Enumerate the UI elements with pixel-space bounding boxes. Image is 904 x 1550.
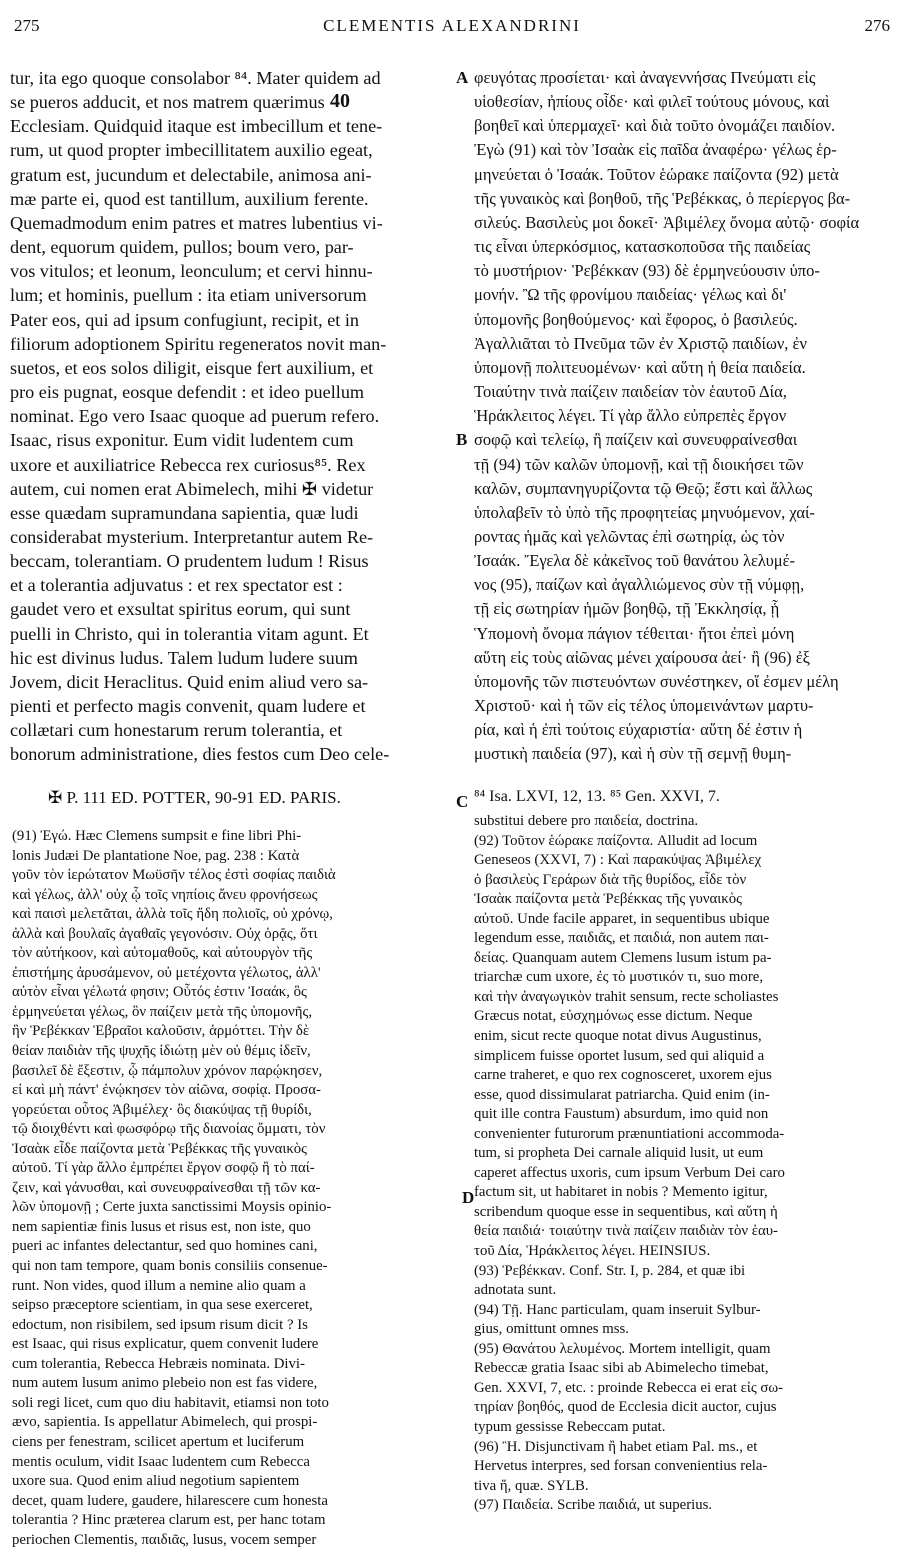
greek-text-line: ὑπομονῆς τῶν πιστευόντων συνέστηκεν, οἵ ἐσμεν μέλη: [474, 671, 839, 691]
latin-text-line: dent, equorum quidem, pullos; boum vero, par-: [10, 237, 354, 258]
note-line: lonis Judæi De plantatione Noe, pag. 238 : Κατὰ: [12, 847, 300, 864]
latin-text-line: puelli in Christo, qui in tolerantia vitam agunt. Et: [10, 623, 369, 644]
left-page-number: 275: [14, 16, 40, 35]
latin-text-line: suetos, et eos solos diligit, eisque fert auxilium, et: [10, 357, 374, 378]
note-line: ὁ βασιλεὺς Γεράρων διὰ τῆς θυρίδος, εἶδε τὸν: [474, 871, 747, 888]
note-line: αὐτὸν εἶναι γέλωτά φησιν; Οὗτός ἐστιν Ἰσαάκ, ὃς: [12, 984, 307, 1001]
note-line: ἣν Ῥεβέκκαν Ἑβραῖοι καλοῦσιν, ἁρμόττει. Τὴν δὲ: [12, 1023, 310, 1040]
greek-text-line: ὑπομονῇ πολιτευομένων· καὶ αὕτη ἡ θεία παιδεία.: [474, 357, 806, 377]
latin-text-line: vos vitulos; et leonum, leonculum; et cervi hinnu-: [10, 261, 373, 282]
greek-text-line: αὕτη εἰς τοὺς αἰῶνας μένει χαίρουσα ἀεί· ἢ (96) ἐξ: [474, 647, 811, 667]
column-number-marker: 40: [330, 90, 350, 112]
margin-letter-a: A: [456, 68, 469, 87]
latin-text-line: collætari cum honestarum rerum tolerantia, et: [10, 720, 343, 741]
greek-text-line: Ἀγαλλιᾶται τὸ Πνεῦμα τῶν ἐν Χριστῷ παιδίων, ἐν: [474, 333, 807, 353]
note-line: tum, si propheta Dei carnale aliquid lusit, ut eum: [474, 1145, 764, 1162]
note-line: θεία παιδιά· τοιαύτην τινὰ παίζειν παιδιὰν τὸν ἑαυ-: [474, 1223, 778, 1240]
latin-text-line: Isaac, risus exponitur. Eum vidit ludentem cum: [10, 430, 354, 451]
note-line: carne traheret, e quo rex cognosceret, uxorem ejus: [474, 1067, 772, 1084]
note-line: cum tolerantia, Rebecca Hebræis nominata. Divi-: [12, 1355, 305, 1372]
note-line: καὶ παισὶ μελετᾶται, ἀλλὰ τοῖς ἤδη πολιοῖς, οὐ χρόνῳ,: [12, 906, 333, 923]
greek-text-line: βοηθεῖ καὶ ὑπερμαχεῖ· καὶ διὰ τοῦτο ὀνομάζει παιδίον.: [474, 116, 836, 136]
note-line: θείαν παιδιὰν τῆς ψυχῆς ἰδιώτῃ μὲν οὐ θέμις ἰδεῖν,: [12, 1043, 311, 1060]
note-line: periochen Clementis, παιδιᾶς, lusus, vocem semper: [12, 1531, 317, 1548]
note-line: decet, quam ludere, gaudere, hilarescere cum honesta: [12, 1492, 328, 1509]
latin-text-line: gaudet vero et exsultat spiritus eorum, qui sunt: [10, 599, 351, 620]
note-line: αὐτοῦ. Unde facile apparet, in sequentibus ubique: [474, 910, 770, 927]
note-line: pueri ac infantes delectantur, sed quo homines cani,: [12, 1238, 318, 1255]
note-line: (95) Θανάτου λελυμένος. Mortem intelligit, quam: [474, 1340, 771, 1357]
greek-text-line: ρία, καὶ ἡ ἐπὶ τούτοις εὐχαριστία· αὕτη δέ ἐστιν ἡ: [474, 720, 803, 740]
greek-text-line: ὑπομονῆς βοηθούμενος· καὶ ἔφορος, ὁ βασιλεύς.: [474, 309, 798, 329]
latin-text-line: Jovem, dicit Heraclitus. Quid enim aliud vero sa-: [10, 671, 369, 692]
note-line: est Isaac, qui risus explicatur, quem convenit ludere: [12, 1336, 319, 1353]
note-line: (92) Τοῦτον ἑώρακε παίζοντα. Alludit ad locum: [474, 832, 758, 849]
note-line: Hervetus interpres, sed forsan convenientius rela-: [474, 1458, 768, 1475]
note-line: tolerantia ? Hinc præterea clarum est, per hanc totam: [12, 1512, 326, 1529]
note-line: εἰ καὶ μὴ πάντ' ἐνῴκησεν τὸν αἰῶνα, σοφίᾳ. Προσα-: [12, 1082, 321, 1099]
note-line: αὐτοῦ. Τί γὰρ ἄλλο ἐμπρέπει ἔργον σοφῷ ἢ τὸ παί-: [12, 1160, 315, 1177]
greek-text-line: τὸ μυστήριον· Ῥεβέκκαν (93) δὲ ἑρμηνεύουσιν ὑπο-: [474, 261, 820, 281]
note-line: convenienter futurorum prænuntiationi accommoda-: [474, 1125, 785, 1142]
note-line: (97) Παιδεία. Scribe παιδιά, ut superius.: [474, 1497, 713, 1514]
greek-text-line: τῇ εἰς σωτηρίαν ἡμῶν βοηθῷ, τῇ Ἐκκλησίᾳ, ᾗ: [474, 599, 780, 619]
greek-text-line: Τοιαύτην τινὰ παίζειν παιδείαν τὸν ἑαυτοῦ Δία,: [474, 382, 787, 402]
latin-text-line: pienti et perfecto magis convenit, quam ludere et: [10, 696, 366, 717]
note-line: ævo, sapientia. Is appellatur Abimelech, qui prospi-: [12, 1414, 318, 1431]
latin-text-column: [10, 66, 450, 767]
latin-text-line: se pueros adducit, et nos matrem quærimus: [10, 92, 325, 113]
note-line: legendum esse, παιδιᾶς, et παιδιά, non autem παι-: [474, 930, 769, 947]
note-line: quit ille contra Faustum) absurdum, imo quid non: [474, 1106, 769, 1123]
note-line: γοῦν τὸν ἱερώτατον Μωϋσῆν τέλος ἐστὶ σοφίας παιδιὰ: [12, 867, 336, 884]
margin-letter-b: B: [456, 430, 468, 449]
latin-text-line: gratum est, jucundum et delectabile, animosa ani-: [10, 164, 372, 185]
greek-text-line: τῇ (94) τῶν καλῶν ὑπομονῇ, καὶ τῇ διοικήσει τῶν: [474, 454, 804, 474]
greek-text-line: καλῶν, συμπανηγυρίζοντα τῷ Θεῷ; ἔστι καὶ ἄλλως: [474, 478, 813, 498]
note-line: (93) Ῥεβέκκαν. Conf. Str. I, p. 284, et quæ ibi: [474, 1262, 746, 1279]
note-line: ciens per fenestram, scilicet apertum et luciferum: [12, 1433, 305, 1450]
note-line: ἑρμηνεύεται γέλως, ὃν παίζειν μετὰ τῆς ὑπομονῆς,: [12, 1003, 313, 1020]
note-line: (91) Ἐγώ. Hæc Clemens sumpsit e fine libri Phi-: [12, 828, 302, 844]
latin-text-line: considerabat mysterium. Interpretantur autem Re-: [10, 526, 374, 547]
latin-text-line: autem, cui nomen erat Abimelech, mihi ✠ videtur: [10, 478, 374, 499]
margin-letter-c: C: [456, 792, 469, 811]
note-line: τηρίαν βοηθός, quod de Ecclesia dicit auctor, cujus: [474, 1399, 777, 1416]
note-line: edoctum, non risibilem, sed ipsum risum dicit ? Is: [12, 1316, 308, 1333]
greek-text-line: Ἡράκλειτος λέγει. Τί γὰρ ἄλλο εὐπρεπὲς ἔργον: [474, 406, 787, 426]
greek-text-line: ὑπολαβεῖν τὸ ὑπὸ τῆς προφητείας μηνυόμενον, χαί-: [474, 502, 815, 522]
notes-left-column: [12, 827, 458, 1550]
note-line: substitui debere pro παιδεία, doctrina.: [474, 813, 699, 829]
latin-text-line: et a tolerantia adjuvatus : et rex spectator est :: [10, 575, 343, 596]
note-line: soli regi licet, cum quo diu habitavit, etiamsi non toto: [12, 1394, 329, 1411]
greek-text-line: σιλεύς. Βασιλεὺς μοι δοκεῖ· Ἀβιμέλεχ ὄνομα αὐτῷ· σοφία: [474, 212, 860, 232]
greek-text-line: υἱοθεσίαν, ἠπίους οἶδε· καὶ φιλεῖ τούτους μόνους, καὶ: [474, 92, 830, 112]
greek-text-line: ροντας ἡμᾶς καὶ γελῶντας ἐπὶ σωτηρίᾳ, ὡς τὸν: [474, 526, 785, 546]
note-line: runt. Non vides, quod illum a nemine alio quam a: [12, 1277, 306, 1294]
greek-text-line: Χριστοῦ· καὶ ἡ τῶν εἰς τέλος ὑπομεινάντων μαρτυ-: [474, 696, 814, 716]
note-line: uxore sua. Quod enim aliud negotium sapientem: [12, 1473, 300, 1490]
latin-text-line: Ecclesiam. Quidquid itaque est imbecillum et tene-: [10, 116, 383, 137]
note-line: gius, omittunt omnes mss.: [474, 1321, 629, 1338]
greek-text-line: φευγότας προσίεται· καὶ ἀναγεννήσας Πνεύματι εἰς: [474, 68, 816, 87]
note-line: Gen. XXVI, 7, etc. : proinde Rebecca ei erat εἰς σω-: [474, 1379, 784, 1396]
note-line: γορεύεται οὗτος Ἀβιμέλεχ· ὃς διακύψας τῇ θυρίδι,: [12, 1101, 312, 1118]
greek-text-line: Ἰσαάκ. Ἔγελα δὲ κἀκεῖνος τοῦ θανάτου λελυμέ-: [474, 551, 796, 571]
right-page-number: 276: [864, 16, 890, 35]
greek-text-line: νος (95), παίζων καὶ ἀγαλλιώμενος σὺν τῇ νύμφῃ,: [474, 575, 805, 595]
note-line: Ἰσαὰκ εἶδε παίζοντα μετὰ Ῥεβέκκας τῆς γυναικὸς: [12, 1140, 308, 1157]
note-line: tiva ἥ, quæ. SYLB.: [474, 1477, 589, 1494]
notes-right-column: [474, 812, 894, 1516]
note-line: factum sit, ut habitaret in nobis ? Memento igitur,: [474, 1184, 768, 1201]
latin-text-line: bonorum administratione, dies festos cum Deo cele-: [10, 744, 390, 765]
note-line: seipso præceptore scientiam, in qua sese exerceret,: [12, 1297, 313, 1314]
note-line: simplicem fuisse oportet lusum, sed qui aliquid a: [474, 1047, 765, 1064]
note-line: (96) Ἢ. Disjunctivam ἢ habet etiam Pal. ms., et: [474, 1438, 758, 1455]
greek-text-line: τις εἶναι ὑπερκόσμιος, κατασκοποῦσα τῆς παιδείας: [474, 237, 811, 257]
latin-text-line: Quemadmodum enim patres et matres lubentius vi-: [10, 212, 383, 233]
note-line: caperet affectus uxoris, cum ipsum Verbum Dei caro: [474, 1164, 785, 1181]
note-line: Ἰσαὰκ παίζοντα μετὰ Ῥεβέκκας τῆς γυναικὸς: [474, 891, 742, 908]
running-header: [14, 16, 890, 42]
latin-text-line: filiorum adoptionem Spiritu regeneratos novit man-: [10, 333, 387, 354]
note-line: καὶ γέλως, ἀλλ' οὐχ ᾧ τοῖς νηπίοις ἄνευ φρονήσεως: [12, 886, 318, 903]
note-line: λῶν ὑπομονῇ ; Certe juxta sanctissimi Moysis opinio-: [12, 1199, 332, 1216]
note-line: τὸν αὐτήκοον, καὶ αὐτομαθοῦς, καὶ αὐτουργὸν τῆς: [12, 945, 313, 962]
note-line: num autem lusum animo plebeio non est fas videre,: [12, 1375, 318, 1392]
note-line: qui non tam tempore, quam bonis consiliis consenue-: [12, 1258, 328, 1275]
latin-text-line: rum, ut quod propter imbecillitatem auxilio egeat,: [10, 140, 373, 161]
greek-text-line: μηνεύεται ὁ Ἰσαάκ. Τοῦτον ἑώρακε παίζοντα (92) μετὰ: [474, 164, 839, 184]
greek-text-line: τῆς γυναικὸς καὶ βοηθοῦ, τῆς Ῥεβέκκας, ὁ περίεργος βα-: [474, 188, 851, 208]
note-line: ἐπιστήμης ἀρυσάμενον, οὐ μετέχοντα γέλωτος, ἀλλ': [12, 964, 321, 981]
latin-text-line: lum; et hominis, puellum : ita etiam universorum: [10, 285, 367, 306]
margin-letter-d: D: [462, 1188, 475, 1207]
greek-text-line: Ὑπομονὴ ὄνομα πάγιον τέθειται· ἤτοι ἐπεὶ μόνη: [474, 623, 795, 643]
note-line: (94) Τῇ. Hanc particulam, quam inseruit Sylbur-: [474, 1301, 761, 1318]
greek-text-line: Ἐγὼ (91) καὶ τὸν Ἰσαὰκ εἰς παῖδα ἀναφέρω· γέλως ἑρ-: [474, 140, 837, 160]
note-line: mentis oculum, vidit Isaac ludentem cum Rebecca: [12, 1453, 310, 1470]
note-line: enim, sicut recte quoque notat divus Augustinus,: [474, 1028, 762, 1045]
greek-text-line: σοφῷ καὶ τελείῳ, ἢ παίζειν καὶ συνευφραίνεσθαι: [474, 430, 798, 450]
note-line: Geneseos (XXVI, 7) : Καὶ παρακύψας Ἀβιμέλεχ: [474, 852, 762, 869]
latin-text-line: pro eis pugnat, eosque defendit : et ideo puellum: [10, 382, 365, 403]
greek-text-column: [474, 66, 894, 767]
note-line: nem sapientiæ finis lusus et risus est, non iste, quo: [12, 1218, 311, 1235]
latin-text-line: hic est divinus ludus. Talem ludum ludere suum: [10, 647, 358, 668]
note-line: τῷ διοιχθέντι καὶ φωσφόρῳ τῆς διανοίας ὄμματι, τὸν: [12, 1121, 326, 1138]
running-title: CLEMENTIS ALEXANDRINI: [323, 16, 581, 35]
latin-text-line: mæ parte ei, quod est tantillum, auxilium ferente.: [10, 188, 369, 209]
note-line: καὶ τὴν ἀναγωγικὸν trahit sensum, recte scholiastes: [474, 988, 779, 1005]
note-line: esse, quod dissimularat patriarcha. Quid enim (in-: [474, 1086, 770, 1103]
greek-text-line: μονήν. Ὢ τῆς φρονίμου παιδείας· γέλως καὶ δι': [474, 285, 787, 305]
note-line: δείας. Quanquam autem Clemens lusum istum pa-: [474, 949, 772, 966]
note-line: triarchæ cum uxore, ἐς τὸ μυστικόν τι, suo more,: [474, 969, 764, 986]
note-line: typum gessisse Rebeccam putat.: [474, 1418, 666, 1435]
latin-text-line: tur, ita ego quoque consolabor ⁸⁴. Mater quidem ad: [10, 68, 381, 88]
note-line: τοῦ Δία, Ἡράκλειτος λέγει. HEINSIUS.: [474, 1243, 711, 1260]
note-line: Rebeccæ gratia Isaac sibi ab Abimelecho timebat,: [474, 1360, 769, 1377]
latin-text-line: uxore et auxiliatrice Rebecca rex curiosus⁸⁵. Rex: [10, 454, 366, 475]
latin-text-line: nominat. Ego vero Isaac quoque ad puerum refero.: [10, 406, 380, 427]
note-line: Græcus notat, εὐσχημόνως esse dictum. Neque: [474, 1008, 753, 1025]
note-line: ζειν, καὶ γάνυσθαι, καὶ συνευφραίνεσθαι τῇ τῶν κα-: [12, 1179, 321, 1196]
latin-text-line: esse quædam supramundana sapientia, quæ ludi: [10, 502, 359, 523]
potter-edition-note: ✠ P. 111 ED. POTTER, 90-91 ED. PARIS.: [48, 788, 341, 807]
latin-text-line: Pater eos, qui ad ipsum confugiunt, recipit, et in: [10, 309, 360, 330]
note-line: βασιλεῖ δὲ ἔξεστιν, ᾧ πάμπολυν χρόνον παρῴκησεν,: [12, 1062, 323, 1079]
latin-text-line: beccam, tolerantiam. O prudentem ludum ! Risus: [10, 551, 369, 572]
greek-text-line: μυστικὴ παιδεία (97), καὶ ἡ σὺν τῇ σεμνῇ θυμη-: [474, 744, 792, 764]
scripture-references: ⁸⁴ Isa. LXVI, 12, 13. ⁸⁵ Gen. XXVI, 7.: [474, 788, 720, 805]
note-line: ἀλλὰ καὶ βουλαῖς ἀγαθαῖς γεγονόσιν. Οὐχ ὁρᾷς, ὅτι: [12, 925, 318, 942]
note-line: scribendum quoque esse in sequentibus, καὶ αὕτη ἡ: [474, 1203, 778, 1220]
note-line: adnotata sunt.: [474, 1282, 557, 1299]
